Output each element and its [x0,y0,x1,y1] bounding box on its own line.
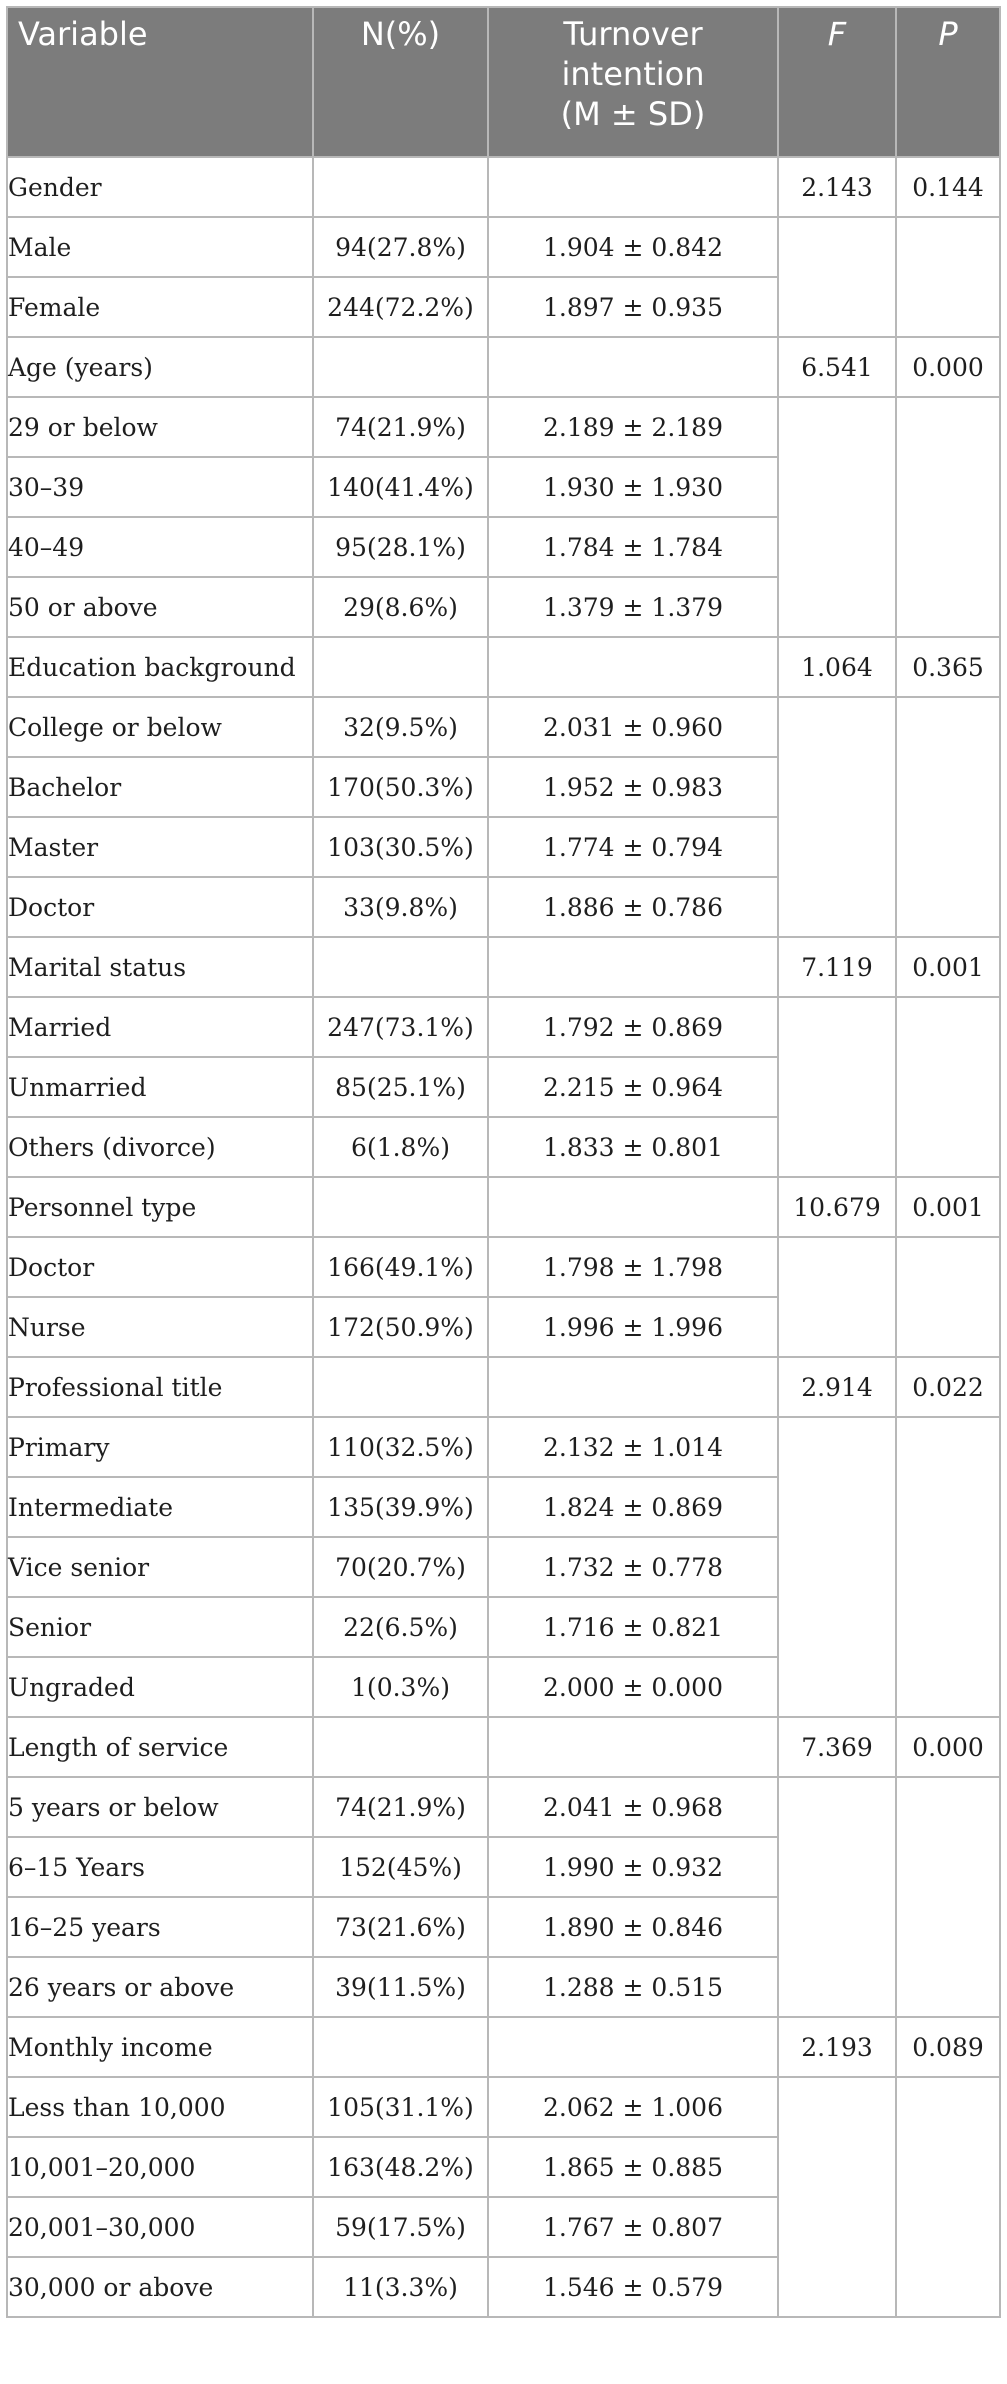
row-mean-sd: 2.031 ± 0.960 [488,697,778,757]
group-n-cell [313,157,488,217]
row-label: Others (divorce) [7,1117,313,1177]
group-n-cell [313,2017,488,2077]
group-f-span-cell [778,397,896,637]
row-label: 50 or above [7,577,313,637]
group-turnover-cell [488,337,778,397]
row-label: 30–39 [7,457,313,517]
group-p-span-cell [896,2077,1000,2317]
row-n-percent: 110(32.5%) [313,1417,488,1477]
table-row [7,697,1000,757]
group-turnover-cell [488,637,778,697]
table-row [7,1777,1000,1837]
row-mean-sd: 1.996 ± 1.996 [488,1297,778,1357]
header-turnover-intention [488,7,778,157]
group-turnover-cell [488,1177,778,1237]
row-label: 30,000 or above [7,2257,313,2317]
row-mean-sd: 2.132 ± 1.014 [488,1417,778,1477]
row-n-percent: 74(21.9%) [313,1777,488,1837]
row-mean-sd: 1.930 ± 1.930 [488,457,778,517]
group-row [7,157,1000,217]
row-n-percent: 95(28.1%) [313,517,488,577]
row-label: 20,001–30,000 [7,2197,313,2257]
group-p-value: 0.001 [896,1177,1000,1237]
group-f-value: 7.119 [778,937,896,997]
group-f-value: 1.064 [778,637,896,697]
row-mean-sd: 1.767 ± 0.807 [488,2197,778,2257]
group-f-span-cell [778,997,896,1177]
row-label: College or below [7,697,313,757]
row-mean-sd: 2.000 ± 0.000 [488,1657,778,1717]
group-p-span-cell [896,697,1000,937]
row-label: Less than 10,000 [7,2077,313,2137]
row-n-percent: 135(39.9%) [313,1477,488,1537]
row-mean-sd: 1.833 ± 0.801 [488,1117,778,1177]
row-mean-sd: 2.041 ± 0.968 [488,1777,778,1837]
row-n-percent: 32(9.5%) [313,697,488,757]
header-variable: Variable [7,7,313,157]
row-n-percent: 1(0.3%) [313,1657,488,1717]
row-n-percent: 152(45%) [313,1837,488,1897]
row-label: 16–25 years [7,1897,313,1957]
header-f: F [778,7,896,157]
group-label: Gender [7,157,313,217]
row-mean-sd: 1.784 ± 1.784 [488,517,778,577]
row-label: 10,001–20,000 [7,2137,313,2197]
header-turnover-line-2: intention [561,55,705,93]
row-n-percent: 244(72.2%) [313,277,488,337]
row-n-percent: 29(8.6%) [313,577,488,637]
group-label: Monthly income [7,2017,313,2077]
row-n-percent: 247(73.1%) [313,997,488,1057]
group-label: Personnel type [7,1177,313,1237]
group-p-value: 0.000 [896,1717,1000,1777]
group-row [7,1357,1000,1417]
group-row [7,637,1000,697]
group-row [7,937,1000,997]
row-label: Unmarried [7,1057,313,1117]
row-label: 29 or below [7,397,313,457]
row-label: Intermediate [7,1477,313,1537]
row-mean-sd: 1.952 ± 0.983 [488,757,778,817]
group-n-cell [313,937,488,997]
group-p-span-cell [896,1777,1000,2017]
row-label: 26 years or above [7,1957,313,2017]
row-mean-sd: 2.215 ± 0.964 [488,1057,778,1117]
row-mean-sd: 1.865 ± 0.885 [488,2137,778,2197]
group-p-value: 0.089 [896,2017,1000,2077]
group-p-span-cell [896,1237,1000,1357]
group-turnover-cell [488,2017,778,2077]
turnover-intention-table [6,6,1001,2318]
row-n-percent: 85(25.1%) [313,1057,488,1117]
group-row [7,1177,1000,1237]
row-n-percent: 103(30.5%) [313,817,488,877]
group-f-span-cell [778,2077,896,2317]
header-p: P [896,7,1000,157]
row-n-percent: 59(17.5%) [313,2197,488,2257]
row-n-percent: 33(9.8%) [313,877,488,937]
table-container [6,6,999,2318]
row-n-percent: 105(31.1%) [313,2077,488,2137]
row-mean-sd: 1.904 ± 0.842 [488,217,778,277]
row-n-percent: 70(20.7%) [313,1537,488,1597]
row-label: Senior [7,1597,313,1657]
group-n-cell [313,637,488,697]
row-mean-sd: 1.897 ± 0.935 [488,277,778,337]
group-f-span-cell [778,1777,896,2017]
row-mean-sd: 1.774 ± 0.794 [488,817,778,877]
table-row [7,217,1000,277]
group-turnover-cell [488,937,778,997]
group-n-cell [313,1717,488,1777]
row-mean-sd: 2.062 ± 1.006 [488,2077,778,2137]
group-turnover-cell [488,1357,778,1417]
group-f-span-cell [778,217,896,337]
group-p-span-cell [896,997,1000,1177]
row-mean-sd: 1.379 ± 1.379 [488,577,778,637]
row-label: Male [7,217,313,277]
row-n-percent: 94(27.8%) [313,217,488,277]
group-p-span-cell [896,217,1000,337]
group-f-span-cell [778,1237,896,1357]
group-f-span-cell [778,1417,896,1717]
row-n-percent: 163(48.2%) [313,2137,488,2197]
row-mean-sd: 1.732 ± 0.778 [488,1537,778,1597]
group-turnover-cell [488,1717,778,1777]
row-mean-sd: 1.792 ± 0.869 [488,997,778,1057]
table-row [7,2077,1000,2137]
row-n-percent: 39(11.5%) [313,1957,488,2017]
row-mean-sd: 1.716 ± 0.821 [488,1597,778,1657]
row-n-percent: 11(3.3%) [313,2257,488,2317]
group-p-span-cell [896,397,1000,637]
group-f-span-cell [778,697,896,937]
group-f-value: 2.914 [778,1357,896,1417]
table-row [7,1237,1000,1297]
row-label: Nurse [7,1297,313,1357]
group-p-span-cell [896,1417,1000,1717]
group-p-value: 0.022 [896,1357,1000,1417]
group-f-value: 6.541 [778,337,896,397]
row-label: 5 years or below [7,1777,313,1837]
group-n-cell [313,1177,488,1237]
group-p-value: 0.144 [896,157,1000,217]
row-n-percent: 166(49.1%) [313,1237,488,1297]
table-header [7,7,1000,157]
row-mean-sd: 1.990 ± 0.932 [488,1837,778,1897]
row-mean-sd: 1.886 ± 0.786 [488,877,778,937]
row-n-percent: 140(41.4%) [313,457,488,517]
group-row [7,337,1000,397]
group-row [7,1717,1000,1777]
group-n-cell [313,1357,488,1417]
row-label: Bachelor [7,757,313,817]
group-p-value: 0.365 [896,637,1000,697]
row-label: Doctor [7,877,313,937]
row-label: Master [7,817,313,877]
row-n-percent: 74(21.9%) [313,397,488,457]
group-turnover-cell [488,157,778,217]
group-label: Professional title [7,1357,313,1417]
row-n-percent: 170(50.3%) [313,757,488,817]
row-label: 40–49 [7,517,313,577]
group-f-value: 7.369 [778,1717,896,1777]
group-label: Marital status [7,937,313,997]
row-n-percent: 6(1.8%) [313,1117,488,1177]
header-n-percent: N(%) [313,7,488,157]
table-row [7,397,1000,457]
group-label: Length of service [7,1717,313,1777]
row-label: Female [7,277,313,337]
row-label: Ungraded [7,1657,313,1717]
group-row [7,2017,1000,2077]
row-mean-sd: 1.798 ± 1.798 [488,1237,778,1297]
table-row [7,997,1000,1057]
header-row [7,7,1000,157]
group-f-value: 2.193 [778,2017,896,2077]
group-p-value: 0.000 [896,337,1000,397]
row-mean-sd: 1.890 ± 0.846 [488,1897,778,1957]
row-mean-sd: 1.824 ± 0.869 [488,1477,778,1537]
row-mean-sd: 1.546 ± 0.579 [488,2257,778,2317]
row-mean-sd: 1.288 ± 0.515 [488,1957,778,2017]
row-label: Married [7,997,313,1057]
row-mean-sd: 2.189 ± 2.189 [488,397,778,457]
group-label: Age (years) [7,337,313,397]
group-f-value: 2.143 [778,157,896,217]
group-n-cell [313,337,488,397]
row-n-percent: 172(50.9%) [313,1297,488,1357]
row-label: 6–15 Years [7,1837,313,1897]
row-label: Vice senior [7,1537,313,1597]
table-body [7,157,1000,2317]
group-f-value: 10.679 [778,1177,896,1237]
header-turnover-line-3: (M ± SD) [560,95,706,133]
group-label: Education background [7,637,313,697]
header-turnover-line-1: Turnover [563,15,703,53]
row-n-percent: 73(21.6%) [313,1897,488,1957]
table-row [7,1417,1000,1477]
row-n-percent: 22(6.5%) [313,1597,488,1657]
row-label: Primary [7,1417,313,1477]
row-label: Doctor [7,1237,313,1297]
group-p-value: 0.001 [896,937,1000,997]
